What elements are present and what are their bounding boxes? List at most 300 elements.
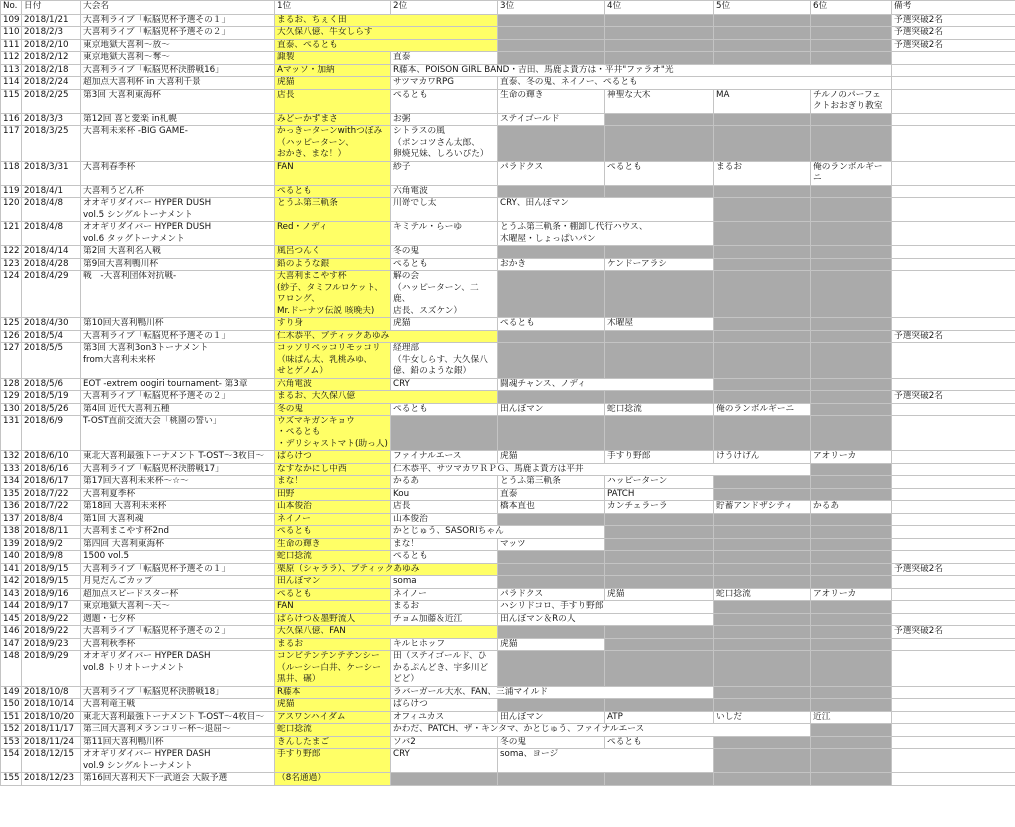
col-header-notes: 備考 bbox=[892, 1, 1015, 15]
cell-rank-2: まな！ bbox=[391, 538, 498, 550]
col-header-4th: 4位 bbox=[605, 1, 714, 15]
cell-rank-6 bbox=[811, 391, 892, 403]
cell-rank-2: ぱらけつ bbox=[391, 699, 498, 711]
cell-rank-5 bbox=[714, 699, 811, 711]
cell-rank-3: 闘魂チャンス、ノディ bbox=[498, 378, 714, 390]
cell-rank-2: Kou bbox=[391, 488, 498, 500]
cell-no: 145 bbox=[1, 613, 22, 625]
cell-date: 2018/7/22 bbox=[22, 501, 81, 513]
table-row bbox=[1, 246, 1015, 258]
cell-rank-5 bbox=[714, 563, 811, 575]
cell-date: 2018/9/2 bbox=[22, 538, 81, 550]
cell-rank-2: かとじゅう、SASORIちゃん bbox=[391, 526, 605, 538]
cell-rank-1: コッソリペッコリモッコリ （味ぱん太、乳桃みゆ、 せとゲノム） bbox=[275, 343, 391, 378]
col-header-5th: 5位 bbox=[714, 1, 811, 15]
cell-rank-6 bbox=[811, 378, 892, 390]
cell-rank-2: 解の会 （ハッピーターン、二鹿、 店長、スズケン） bbox=[391, 271, 498, 318]
table-row bbox=[1, 513, 1015, 525]
cell-rank-4: 神聖な大木 bbox=[605, 89, 714, 113]
cell-rank-1: Aマッソ・加納 bbox=[275, 64, 391, 76]
cell-rank-6: アオリーカ bbox=[811, 588, 892, 600]
cell-no: 148 bbox=[1, 651, 22, 686]
cell-date: 2018/10/20 bbox=[22, 711, 81, 723]
cell-rank-5: いしだ bbox=[714, 711, 811, 723]
cell-rank-4 bbox=[605, 563, 714, 575]
cell-rank-1: きんしたまご bbox=[275, 736, 391, 748]
table-row bbox=[1, 711, 1015, 723]
cell-rank-4: PATCH bbox=[605, 488, 714, 500]
cell-rank-3 bbox=[498, 126, 605, 161]
cell-rank-2: 経理部 （牛女しらす、大久保八 億、鉛のような銀） bbox=[391, 343, 498, 378]
cell-note bbox=[892, 501, 1015, 513]
cell-rank-6 bbox=[811, 513, 892, 525]
cell-rank-2: お粥 bbox=[391, 113, 498, 125]
cell-note bbox=[892, 318, 1015, 330]
cell-date: 2018/5/4 bbox=[22, 330, 81, 342]
table-row bbox=[1, 638, 1015, 650]
cell-rank-6 bbox=[811, 476, 892, 488]
cell-date: 2018/3/31 bbox=[22, 161, 81, 185]
cell-rank-2 bbox=[391, 773, 498, 785]
cell-date: 2018/2/12 bbox=[22, 52, 81, 64]
cell-no: 122 bbox=[1, 246, 22, 258]
cell-note bbox=[892, 64, 1015, 76]
cell-rank-1: 山本俊治 bbox=[275, 501, 391, 513]
cell-tournament: 大喜利未来杯 -BIG GAME- bbox=[81, 126, 275, 161]
cell-rank-4 bbox=[605, 126, 714, 161]
table-row bbox=[1, 403, 1015, 415]
table-row bbox=[1, 64, 1015, 76]
cell-tournament: オオギリダイバー HYPER DUSH vol.5 シングルトーナメント bbox=[81, 198, 275, 222]
cell-rank-3: 冬の鬼 bbox=[498, 736, 605, 748]
cell-rank-5 bbox=[714, 222, 811, 246]
cell-rank-4 bbox=[605, 526, 714, 538]
table-body bbox=[1, 15, 1015, 786]
cell-rank-3 bbox=[498, 415, 605, 450]
table-row bbox=[1, 699, 1015, 711]
cell-rank-6 bbox=[811, 773, 892, 785]
table-row bbox=[1, 258, 1015, 270]
cell-no: 118 bbox=[1, 161, 22, 185]
table-row bbox=[1, 77, 1015, 89]
cell-tournament: 東北大喜利最強トーナメント T-OST〜4枚目〜 bbox=[81, 711, 275, 723]
cell-rank-5 bbox=[714, 343, 811, 378]
cell-no: 142 bbox=[1, 576, 22, 588]
cell-rank-1: 田野 bbox=[275, 488, 391, 500]
table-row bbox=[1, 601, 1015, 613]
cell-no: 119 bbox=[1, 185, 22, 197]
cell-rank-6: 近江 bbox=[811, 711, 892, 723]
cell-date: 2018/9/22 bbox=[22, 613, 81, 625]
cell-tournament: 第10回大喜利鴨川杯 bbox=[81, 318, 275, 330]
cell-rank-6 bbox=[811, 463, 892, 475]
cell-date: 2018/2/3 bbox=[22, 27, 81, 39]
cell-rank-6 bbox=[811, 651, 892, 686]
cell-rank-6 bbox=[811, 601, 892, 613]
cell-no: 139 bbox=[1, 538, 22, 550]
cell-rank-2: 紗子 bbox=[391, 161, 498, 185]
cell-rank-1: 生命の輝き bbox=[275, 538, 391, 550]
table-row bbox=[1, 391, 1015, 403]
cell-rank-4 bbox=[605, 52, 714, 64]
cell-rank-6 bbox=[811, 198, 892, 222]
cell-tournament: 大喜利ライブ「転脳児杯予選その１」 bbox=[81, 15, 275, 27]
cell-tournament: 第3回 大喜利3on3トーナメント from大喜利未来杯 bbox=[81, 343, 275, 378]
cell-rank-3 bbox=[498, 626, 605, 638]
cell-rank-5 bbox=[714, 626, 811, 638]
cell-date: 2018/5/19 bbox=[22, 391, 81, 403]
cell-rank-1: アスワンハイダム bbox=[275, 711, 391, 723]
cell-rank-3 bbox=[498, 52, 605, 64]
cell-rank-6 bbox=[811, 330, 892, 342]
cell-no: 149 bbox=[1, 686, 22, 698]
cell-rank-2: ぺるとも bbox=[391, 89, 498, 113]
cell-rank-1: かっきーターンwithつぼみ （ハッピーターン、 おかき、まな！） bbox=[275, 126, 391, 161]
col-header-6th: 6位 bbox=[811, 1, 892, 15]
cell-rank-6 bbox=[811, 113, 892, 125]
cell-rank-1: 大喜利まこやす杯 (紗子、タミフルロケット、 ワロング、 Mr.ドーナツ伝説 咳晩夫) bbox=[275, 271, 391, 318]
table-row bbox=[1, 126, 1015, 161]
col-header-date: 日付 bbox=[22, 1, 81, 15]
cell-rank-5 bbox=[714, 27, 811, 39]
cell-rank-5 bbox=[714, 513, 811, 525]
cell-rank-5 bbox=[714, 15, 811, 27]
col-header-tournament: 大会名 bbox=[81, 1, 275, 15]
cell-tournament: 東京地獄大喜利〜放〜 bbox=[81, 39, 275, 51]
cell-rank-1: 栗原（シャララ）、ブティックあゆみ bbox=[275, 563, 498, 575]
cell-rank-3 bbox=[498, 576, 605, 588]
cell-no: 137 bbox=[1, 513, 22, 525]
cell-tournament: 大喜利秋季杯 bbox=[81, 638, 275, 650]
cell-rank-5 bbox=[714, 736, 811, 748]
cell-rank-2: チョム加藤＆近江 bbox=[391, 613, 498, 625]
col-header-2nd: 2位 bbox=[391, 1, 498, 15]
cell-rank-3: とうふ第三軌条・棚卸し代行ハウス、 木曜屋・しょっぱいパン bbox=[498, 222, 714, 246]
cell-rank-5 bbox=[714, 258, 811, 270]
cell-note bbox=[892, 613, 1015, 625]
cell-rank-5 bbox=[714, 271, 811, 318]
cell-date: 2018/12/23 bbox=[22, 773, 81, 785]
cell-rank-1: ぺるとも bbox=[275, 526, 391, 538]
cell-tournament: オオギリダイバー HYPER DUSH vol.6 タッグトーナメント bbox=[81, 222, 275, 246]
cell-rank-2: ラバーガール大水、FAN、三浦マイルド bbox=[391, 686, 714, 698]
cell-no: 125 bbox=[1, 318, 22, 330]
col-header-no: No. bbox=[1, 1, 22, 15]
cell-note bbox=[892, 343, 1015, 378]
cell-no: 146 bbox=[1, 626, 22, 638]
cell-rank-2: 川嵜でし太 bbox=[391, 198, 498, 222]
cell-date: 2018/3/3 bbox=[22, 113, 81, 125]
cell-rank-6 bbox=[811, 39, 892, 51]
cell-rank-6 bbox=[811, 343, 892, 378]
cell-no: 120 bbox=[1, 198, 22, 222]
cell-tournament: 東北大喜利最強トーナメント T-OST〜3枚目〜 bbox=[81, 451, 275, 463]
cell-rank-2: かわだ、PATCH、ザ・キンタマ、かとじゅう、ファイナルエース bbox=[391, 724, 811, 736]
table-row bbox=[1, 271, 1015, 318]
cell-tournament: 大喜利竜王戦 bbox=[81, 699, 275, 711]
cell-rank-1: コンビテンテンテテンシー （ルーシー白井、ケーシー 黒井、碾） bbox=[275, 651, 391, 686]
cell-no: 153 bbox=[1, 736, 22, 748]
cell-note bbox=[892, 576, 1015, 588]
cell-note bbox=[892, 588, 1015, 600]
cell-rank-6 bbox=[811, 626, 892, 638]
cell-rank-3 bbox=[498, 513, 605, 525]
cell-tournament: 大喜利ライブ「転脳児杯決勝戦18」 bbox=[81, 686, 275, 698]
cell-no: 154 bbox=[1, 749, 22, 773]
cell-note: 予選突破2名 bbox=[892, 563, 1015, 575]
cell-note bbox=[892, 773, 1015, 785]
cell-rank-1: 大久保八億、牛女しらす bbox=[275, 27, 498, 39]
table-row bbox=[1, 651, 1015, 686]
cell-rank-5 bbox=[714, 686, 811, 698]
cell-date: 2018/4/14 bbox=[22, 246, 81, 258]
cell-tournament: 東京地獄大喜利〜天〜 bbox=[81, 601, 275, 613]
table-row bbox=[1, 551, 1015, 563]
cell-no: 129 bbox=[1, 391, 22, 403]
cell-rank-4 bbox=[605, 330, 714, 342]
cell-date: 2018/6/16 bbox=[22, 463, 81, 475]
cell-rank-3 bbox=[498, 271, 605, 318]
cell-tournament: 第三回大喜利メランコリー杯〜退屈〜 bbox=[81, 724, 275, 736]
cell-rank-1: ぺるとも bbox=[275, 185, 391, 197]
cell-rank-1: ネイノー bbox=[275, 513, 391, 525]
cell-rank-1: （8名通過） bbox=[275, 773, 391, 785]
cell-note: 予選突破2名 bbox=[892, 391, 1015, 403]
cell-rank-3 bbox=[498, 27, 605, 39]
cell-rank-3: ぺるとも bbox=[498, 318, 605, 330]
cell-rank-5 bbox=[714, 613, 811, 625]
cell-note bbox=[892, 89, 1015, 113]
cell-rank-5 bbox=[714, 476, 811, 488]
cell-rank-6 bbox=[811, 538, 892, 550]
cell-date: 2018/8/11 bbox=[22, 526, 81, 538]
cell-rank-4 bbox=[605, 15, 714, 27]
cell-note bbox=[892, 271, 1015, 318]
cell-rank-3: CRY、田んぼマン bbox=[498, 198, 714, 222]
table-row bbox=[1, 52, 1015, 64]
cell-no: 128 bbox=[1, 378, 22, 390]
cell-no: 133 bbox=[1, 463, 22, 475]
cell-rank-1: 田んぼマン bbox=[275, 576, 391, 588]
table-row bbox=[1, 89, 1015, 113]
cell-rank-5 bbox=[714, 551, 811, 563]
cell-rank-6 bbox=[811, 736, 892, 748]
cell-rank-1: まるお、ちぇく田 bbox=[275, 15, 498, 27]
cell-rank-5 bbox=[714, 113, 811, 125]
cell-note: 予選突破2名 bbox=[892, 39, 1015, 51]
cell-rank-4 bbox=[605, 246, 714, 258]
cell-rank-3 bbox=[498, 563, 605, 575]
cell-date: 2018/10/8 bbox=[22, 686, 81, 698]
cell-rank-4 bbox=[605, 651, 714, 686]
cell-rank-1: 店長 bbox=[275, 89, 391, 113]
cell-rank-1: 諏製 bbox=[275, 52, 391, 64]
cell-rank-4: ぺるとも bbox=[605, 736, 714, 748]
cell-date: 2018/6/9 bbox=[22, 415, 81, 450]
cell-rank-2: ファイナルエース bbox=[391, 451, 498, 463]
cell-rank-3 bbox=[498, 15, 605, 27]
cell-rank-5: 貯蓄アンドザシティ bbox=[714, 501, 811, 513]
table-row bbox=[1, 451, 1015, 463]
cell-rank-5 bbox=[714, 488, 811, 500]
cell-tournament: 第2回 大喜利名人戦 bbox=[81, 246, 275, 258]
cell-tournament: 第16回大喜利天下一武道会 大阪予選 bbox=[81, 773, 275, 785]
cell-note bbox=[892, 77, 1015, 89]
cell-note bbox=[892, 161, 1015, 185]
cell-no: 150 bbox=[1, 699, 22, 711]
cell-date: 2018/9/29 bbox=[22, 651, 81, 686]
cell-rank-4 bbox=[605, 343, 714, 378]
cell-rank-6: かるあ bbox=[811, 501, 892, 513]
cell-rank-4 bbox=[605, 271, 714, 318]
cell-rank-1: 仁木恭平、ブティックあゆみ bbox=[275, 330, 498, 342]
cell-rank-3: 虎猫 bbox=[498, 451, 605, 463]
cell-rank-2: R藤本、POISON GIRL BAND・吉田、馬鹿よ貴方は・平井"ファラオ"光 bbox=[391, 64, 892, 76]
cell-rank-6 bbox=[811, 724, 892, 736]
cell-rank-5 bbox=[714, 601, 811, 613]
cell-rank-3: ステイゴールド bbox=[498, 113, 605, 125]
cell-rank-6 bbox=[811, 699, 892, 711]
cell-rank-1: 虎猫 bbox=[275, 77, 391, 89]
cell-date: 2018/11/17 bbox=[22, 724, 81, 736]
cell-rank-4 bbox=[605, 27, 714, 39]
cell-rank-1: FAN bbox=[275, 161, 391, 185]
cell-note bbox=[892, 551, 1015, 563]
cell-no: 151 bbox=[1, 711, 22, 723]
cell-date: 2018/5/26 bbox=[22, 403, 81, 415]
cell-rank-5 bbox=[714, 126, 811, 161]
table-row bbox=[1, 773, 1015, 785]
cell-rank-5 bbox=[714, 330, 811, 342]
cell-no: 109 bbox=[1, 15, 22, 27]
cell-rank-5: まるお bbox=[714, 161, 811, 185]
table-row bbox=[1, 526, 1015, 538]
header-row bbox=[1, 1, 1015, 15]
cell-rank-5: 俺のランボルギーニ bbox=[714, 403, 811, 415]
cell-tournament: 第四回 大喜利東海杯 bbox=[81, 538, 275, 550]
cell-rank-1: 手すり野郎 bbox=[275, 749, 391, 773]
cell-rank-6 bbox=[811, 126, 892, 161]
cell-tournament: 第3回 大喜利東海杯 bbox=[81, 89, 275, 113]
cell-no: 126 bbox=[1, 330, 22, 342]
cell-rank-5 bbox=[714, 576, 811, 588]
cell-note: 予選突破2名 bbox=[892, 330, 1015, 342]
cell-rank-3: パラドクス bbox=[498, 588, 605, 600]
cell-date: 2018/9/23 bbox=[22, 638, 81, 650]
cell-no: 130 bbox=[1, 403, 22, 415]
cell-note bbox=[892, 415, 1015, 450]
cell-rank-2: サツマカワRPG bbox=[391, 77, 498, 89]
cell-rank-3: パラドクス bbox=[498, 161, 605, 185]
cell-note bbox=[892, 638, 1015, 650]
cell-rank-5 bbox=[714, 318, 811, 330]
cell-rank-1: ぺるとも bbox=[275, 588, 391, 600]
cell-rank-5: 蛇口捻流 bbox=[714, 588, 811, 600]
cell-no: 134 bbox=[1, 476, 22, 488]
cell-no: 114 bbox=[1, 77, 22, 89]
cell-tournament: 大喜利ライブ「転脳児杯予選その１」 bbox=[81, 563, 275, 575]
cell-rank-1: なすなかにし中西 bbox=[275, 463, 391, 475]
cell-note bbox=[892, 749, 1015, 773]
cell-note bbox=[892, 185, 1015, 197]
cell-rank-4: 手すり野郎 bbox=[605, 451, 714, 463]
cell-date: 2018/6/10 bbox=[22, 451, 81, 463]
cell-rank-2: CRY bbox=[391, 749, 498, 773]
cell-rank-4 bbox=[605, 538, 714, 550]
cell-note bbox=[892, 476, 1015, 488]
cell-rank-2: かるあ bbox=[391, 476, 498, 488]
cell-rank-4 bbox=[605, 113, 714, 125]
cell-tournament: 大喜利ライブ「転脳児杯決勝戦17」 bbox=[81, 463, 275, 475]
cell-rank-1: みどーかずまさ bbox=[275, 113, 391, 125]
cell-date: 2018/2/18 bbox=[22, 64, 81, 76]
cell-rank-5 bbox=[714, 538, 811, 550]
cell-rank-3 bbox=[498, 343, 605, 378]
cell-rank-6 bbox=[811, 15, 892, 27]
cell-note bbox=[892, 198, 1015, 222]
cell-no: 141 bbox=[1, 563, 22, 575]
cell-note bbox=[892, 126, 1015, 161]
cell-no: 123 bbox=[1, 258, 22, 270]
cell-rank-5 bbox=[714, 526, 811, 538]
cell-rank-6 bbox=[811, 526, 892, 538]
cell-no: 138 bbox=[1, 526, 22, 538]
table-row bbox=[1, 724, 1015, 736]
cell-tournament: 大喜利ライブ「転脳児杯予選その２」 bbox=[81, 626, 275, 638]
cell-rank-3: 田んぼマン bbox=[498, 403, 605, 415]
cell-no: 113 bbox=[1, 64, 22, 76]
cell-tournament: 東京地獄大喜利〜奪〜 bbox=[81, 52, 275, 64]
cell-note bbox=[892, 651, 1015, 686]
cell-rank-4 bbox=[605, 773, 714, 785]
cell-date: 2018/12/15 bbox=[22, 749, 81, 773]
cell-rank-2: 田（ステイゴールド、ひ かるぷんどき、宇多川ど どど） bbox=[391, 651, 498, 686]
cell-rank-4: カンチェラーラ bbox=[605, 501, 714, 513]
cell-rank-3: マッツ bbox=[498, 538, 605, 550]
cell-rank-5 bbox=[714, 198, 811, 222]
table-row bbox=[1, 736, 1015, 748]
cell-rank-1: FAN bbox=[275, 601, 391, 613]
table-row bbox=[1, 378, 1015, 390]
cell-tournament: 第12回 喜と愛楽 in札幌 bbox=[81, 113, 275, 125]
cell-rank-1: 六角電波 bbox=[275, 378, 391, 390]
cell-rank-5 bbox=[714, 415, 811, 450]
cell-rank-1: ぱらけつ＆墨野流人 bbox=[275, 613, 391, 625]
cell-rank-3 bbox=[498, 651, 605, 686]
cell-tournament: 大喜利うどん杯 bbox=[81, 185, 275, 197]
cell-rank-4 bbox=[605, 185, 714, 197]
cell-rank-3: soma、ヨージ bbox=[498, 749, 714, 773]
cell-note bbox=[892, 488, 1015, 500]
cell-tournament: 第17回大喜利未来杯〜☆〜 bbox=[81, 476, 275, 488]
cell-rank-4: 蛇口捻流 bbox=[605, 403, 714, 415]
cell-rank-1: 大久保八億、FAN bbox=[275, 626, 498, 638]
table-row bbox=[1, 161, 1015, 185]
col-header-3rd: 3位 bbox=[498, 1, 605, 15]
cell-rank-3 bbox=[498, 330, 605, 342]
cell-rank-6 bbox=[811, 185, 892, 197]
cell-rank-5 bbox=[714, 651, 811, 686]
cell-note bbox=[892, 403, 1015, 415]
cell-rank-3 bbox=[498, 773, 605, 785]
table-row bbox=[1, 27, 1015, 39]
table-row bbox=[1, 318, 1015, 330]
table-row bbox=[1, 15, 1015, 27]
cell-rank-3 bbox=[498, 699, 605, 711]
cell-rank-4: ぺるとも bbox=[605, 161, 714, 185]
cell-date: 2018/4/29 bbox=[22, 271, 81, 318]
cell-rank-1: R藤本 bbox=[275, 686, 391, 698]
